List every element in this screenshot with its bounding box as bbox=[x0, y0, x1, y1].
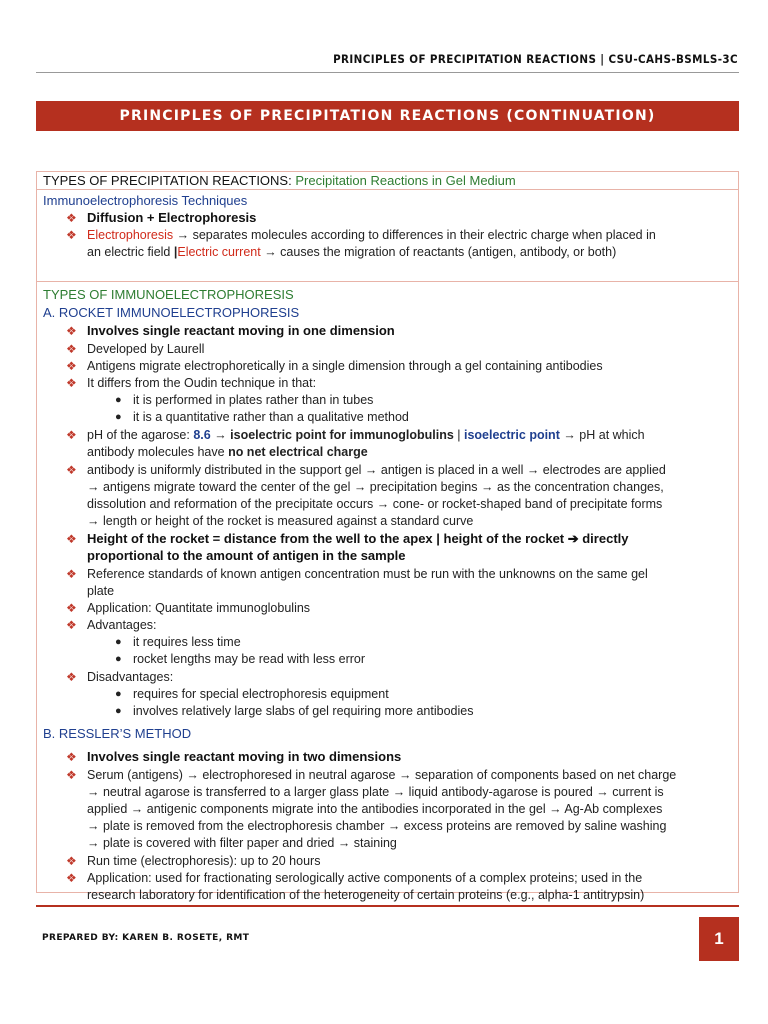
list-item-continued bbox=[87, 244, 616, 260]
list-item: It differs from the Oudin technique in that: bbox=[87, 376, 317, 390]
term-electrophoresis: Electrophoresis bbox=[87, 228, 174, 242]
list-item-continued: → plate is removed from the electrophoresis chamber → excess proteins are removed by saline washing bbox=[87, 819, 667, 833]
subsection-heading-a: A. ROCKET IMMUNOELECTROPHORESIS bbox=[43, 305, 300, 320]
list-item: Antigens migrate electrophoretically in a single dimension through a gel containing antibodies bbox=[87, 359, 603, 373]
diamond-bullet-icon: ❖ bbox=[66, 670, 77, 684]
item-text: pH of the agarose: bbox=[87, 428, 194, 442]
diamond-bullet-icon: ❖ bbox=[66, 532, 77, 546]
section-heading: TYPES OF IMMUNOELECTROPHORESIS bbox=[43, 287, 294, 302]
item-text: → causes the migration of reactants (antigen, antibody, or both) bbox=[260, 245, 617, 259]
sub-list-item: rocket lengths may be read with less error bbox=[133, 652, 366, 666]
section-heading: Immunoelectrophoresis Techniques bbox=[43, 193, 248, 208]
term-isoelectric-point: isoelectric point bbox=[464, 428, 560, 442]
list-item-continued bbox=[87, 444, 368, 460]
list-item: Involves single reactant moving in two dimensions bbox=[87, 749, 402, 764]
dot-bullet-icon: ● bbox=[115, 705, 122, 717]
list-item-continued: applied → antigenic components migrate into the antibodies incorporated in the gel → Ag-Ab complexes bbox=[87, 802, 663, 816]
sub-list-item: it requires less time bbox=[133, 635, 241, 649]
list-item: Reference standards of known antigen concentration must be run with the unknowns on the same gel bbox=[87, 567, 648, 581]
list-item-continued: → plate is covered with filter paper and dried → staining bbox=[87, 836, 397, 850]
list-item-continued: → neutral agarose is transferred to a larger glass plate → liquid antibody-agarose is poured → current is bbox=[87, 785, 664, 799]
list-item bbox=[87, 427, 645, 443]
diamond-bullet-icon: ❖ bbox=[66, 618, 77, 632]
immunoelectrophoresis-techniques-row bbox=[37, 190, 738, 282]
sub-list-item: it is performed in plates rather than in tubes bbox=[133, 393, 374, 407]
sub-list-item: it is a quantitative rather than a qualitative method bbox=[133, 410, 409, 424]
dot-bullet-icon: ● bbox=[115, 411, 122, 423]
types-value: Precipitation Reactions in Gel Medium bbox=[295, 173, 516, 188]
diamond-bullet-icon: ❖ bbox=[66, 601, 77, 615]
ph-value: 8.6 bbox=[193, 428, 211, 442]
list-item: Involves single reactant moving in one dimension bbox=[87, 323, 395, 338]
diamond-bullet-icon: ❖ bbox=[66, 359, 77, 373]
page-number: 1 bbox=[699, 917, 739, 961]
dot-bullet-icon: ● bbox=[115, 636, 122, 648]
prepared-by: PREPARED BY: KAREN B. ROSETE, RMT bbox=[42, 933, 250, 943]
list-item-continued: → length or height of the rocket is measured against a standard curve bbox=[87, 514, 474, 528]
list-item: antibody is uniformly distributed in the support gel → antigen is placed in a well → electrodes are applied bbox=[87, 463, 666, 477]
diamond-bullet-icon: ❖ bbox=[66, 211, 77, 225]
sub-list-item: requires for special electrophoresis equipment bbox=[133, 687, 389, 701]
bold-text: isoelectric point for immunoglobulins bbox=[230, 428, 454, 442]
list-item: Application: used for fractionating serologically active components of a complex proteins; used in the bbox=[87, 871, 643, 885]
list-item: Serum (antigens) → electrophoresed in neutral agarose → separation of components based on net charge bbox=[87, 768, 677, 782]
item-text: | bbox=[453, 428, 464, 442]
diamond-bullet-icon: ❖ bbox=[66, 768, 77, 782]
list-item: Developed by Laurell bbox=[87, 342, 205, 356]
types-label: TYPES OF PRECIPITATION REACTIONS: bbox=[43, 173, 292, 188]
term-electric-current: Electric current bbox=[177, 245, 261, 259]
item-text: → separates molecules according to differences in their electric charge when placed in bbox=[173, 228, 656, 242]
list-item: Run time (electrophoresis): up to 20 hours bbox=[87, 854, 321, 868]
list-item bbox=[87, 227, 656, 243]
list-item: Application: Quantitate immunoglobulins bbox=[87, 601, 311, 615]
types-row bbox=[37, 172, 738, 190]
diamond-bullet-icon: ❖ bbox=[66, 567, 77, 581]
page-title-banner: PRINCIPLES OF PRECIPITATION REACTIONS (CONTINUATION) bbox=[36, 101, 739, 131]
dot-bullet-icon: ● bbox=[115, 688, 122, 700]
diamond-bullet-icon: ❖ bbox=[66, 376, 77, 390]
diamond-bullet-icon: ❖ bbox=[66, 428, 77, 442]
bold-text: no net electrical charge bbox=[228, 445, 368, 459]
list-item: Diffusion + Electrophoresis bbox=[87, 210, 257, 225]
diamond-bullet-icon: ❖ bbox=[66, 854, 77, 868]
diamond-bullet-icon: ❖ bbox=[66, 463, 77, 477]
list-item-continued: → antigens migrate toward the center of the gel → precipitation begins → as the concentration changes, bbox=[87, 480, 664, 494]
diamond-bullet-icon: ❖ bbox=[66, 342, 77, 356]
list-item: Height of the rocket = distance from the well to the apex | height of the rocket ➔ directly bbox=[87, 531, 629, 546]
sub-list-item: involves relatively large slabs of gel requiring more antibodies bbox=[133, 704, 474, 718]
item-text: antibody molecules have bbox=[87, 445, 229, 459]
list-item: Advantages: bbox=[87, 618, 157, 632]
diamond-bullet-icon: ❖ bbox=[66, 750, 77, 764]
diamond-bullet-icon: ❖ bbox=[66, 871, 77, 885]
footer-divider bbox=[36, 905, 739, 907]
list-item-continued: plate bbox=[87, 584, 115, 598]
list-item-continued: proportional to the amount of antigen in the sample bbox=[87, 548, 406, 563]
content-table bbox=[36, 171, 739, 902]
dot-bullet-icon: ● bbox=[115, 394, 122, 406]
separator: | bbox=[173, 245, 178, 259]
item-text: → bbox=[210, 428, 231, 442]
list-item-continued: dissolution and reformation of the precipitate occurs → cone- or rocket-shaped band of precipitate forms bbox=[87, 497, 663, 511]
diamond-bullet-icon: ❖ bbox=[66, 228, 77, 242]
list-item: Disadvantages: bbox=[87, 670, 174, 684]
diamond-bullet-icon: ❖ bbox=[66, 324, 77, 338]
subsection-heading-b: B. RESSLER’S METHOD bbox=[43, 726, 192, 741]
header-divider bbox=[36, 72, 739, 73]
running-header: PRINCIPLES OF PRECIPITATION REACTIONS | CSU-CAHS-BSMLS-3C bbox=[333, 52, 738, 66]
list-item-continued: research laboratory for identification of the heterogeneity of certain proteins (e.g., alpha-1 antitrypsin) bbox=[87, 888, 645, 902]
item-text: → pH at which bbox=[559, 428, 645, 442]
dot-bullet-icon: ● bbox=[115, 653, 122, 665]
item-text: an electric field bbox=[87, 245, 174, 259]
